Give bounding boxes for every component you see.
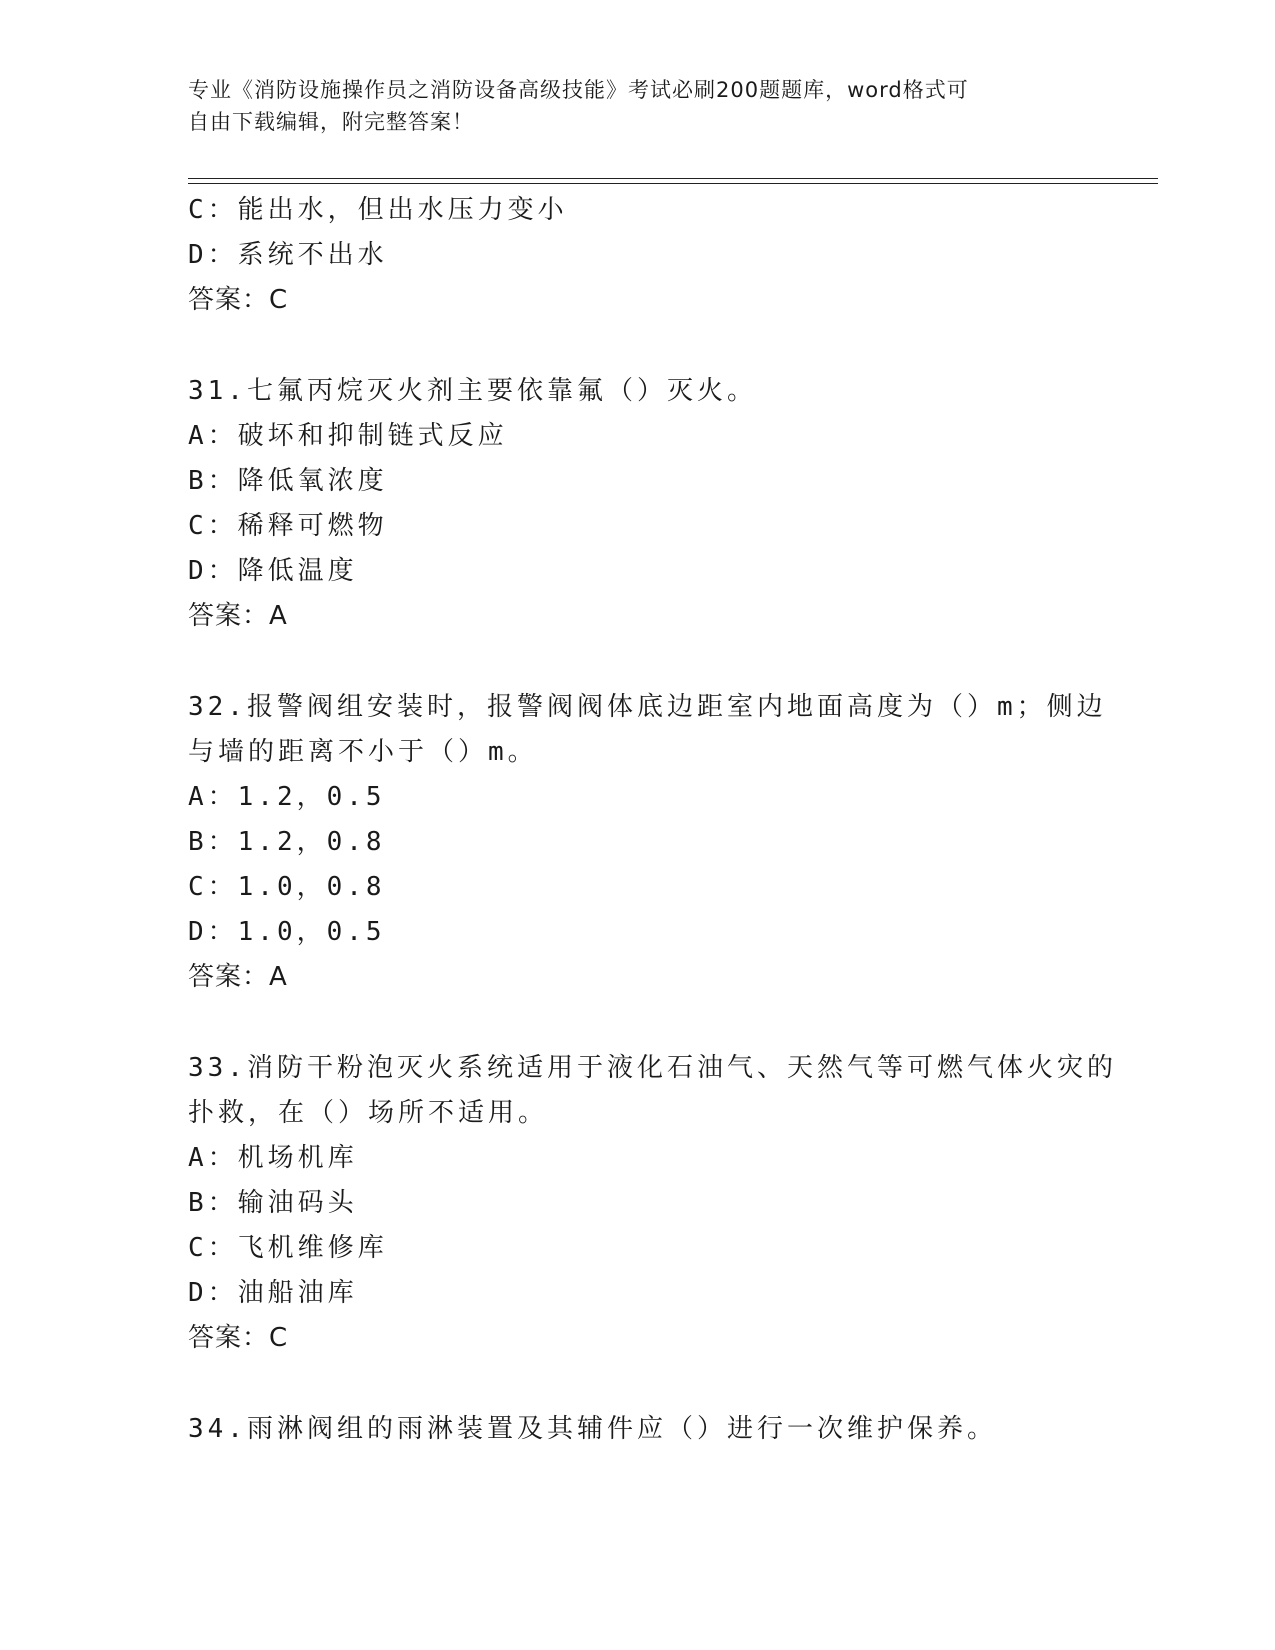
- q31-question: 31.七氟丙烷灭火剂主要依靠氟（）灭火。: [188, 376, 757, 406]
- q32-answer: 答案：A: [188, 962, 288, 992]
- q31-option-b: B：降低氧浓度: [188, 466, 388, 496]
- q32-option-c: C：1.0，0.8: [188, 872, 386, 902]
- q32-question-line-1: 32.报警阀组安装时，报警阀阀体底边距室内地面高度为（）m；侧边: [188, 692, 1107, 722]
- q33-answer: 答案：C: [188, 1323, 289, 1353]
- q32-option-d: D：1.0，0.5: [188, 917, 386, 947]
- q30-option-d: D：系统不出水: [188, 240, 388, 270]
- q30-option-c: C：能出水，但出水压力变小: [188, 195, 568, 225]
- q33-option-a: A：机场机库: [188, 1143, 358, 1173]
- header-line-2: 自由下载编辑，附完整答案！: [188, 110, 474, 134]
- q30-answer: 答案：C: [188, 285, 289, 315]
- q34-question: 34.雨淋阀组的雨淋装置及其辅件应（）进行一次维护保养。: [188, 1414, 997, 1444]
- header-divider-top: [188, 178, 1158, 179]
- q33-question-line-2: 扑救，在（）场所不适用。: [188, 1098, 549, 1128]
- q33-question-line-1: 33.消防干粉泡灭火系统适用于液化石油气、天然气等可燃气体火灾的: [188, 1053, 1117, 1083]
- q31-option-c: C：稀释可燃物: [188, 511, 388, 541]
- q31-answer: 答案：A: [188, 601, 288, 631]
- q32-question-line-2: 与墙的距离不小于（）m。: [188, 737, 538, 767]
- q32-option-b: B：1.2，0.8: [188, 827, 386, 857]
- q31-option-a: A：破坏和抑制链式反应: [188, 421, 508, 451]
- q33-option-b: B：输油码头: [188, 1188, 358, 1218]
- document-header: [188, 74, 1088, 138]
- header-line-1: 专业《消防设施操作员之消防设备高级技能》考试必刷200题题库，word格式可: [188, 78, 969, 102]
- q33-option-c: C：飞机维修库: [188, 1233, 388, 1263]
- header-divider-bottom: [188, 183, 1158, 184]
- q33-option-d: D：油船油库: [188, 1278, 358, 1308]
- q31-option-d: D：降低温度: [188, 556, 358, 586]
- q32-option-a: A：1.2，0.5: [188, 782, 386, 812]
